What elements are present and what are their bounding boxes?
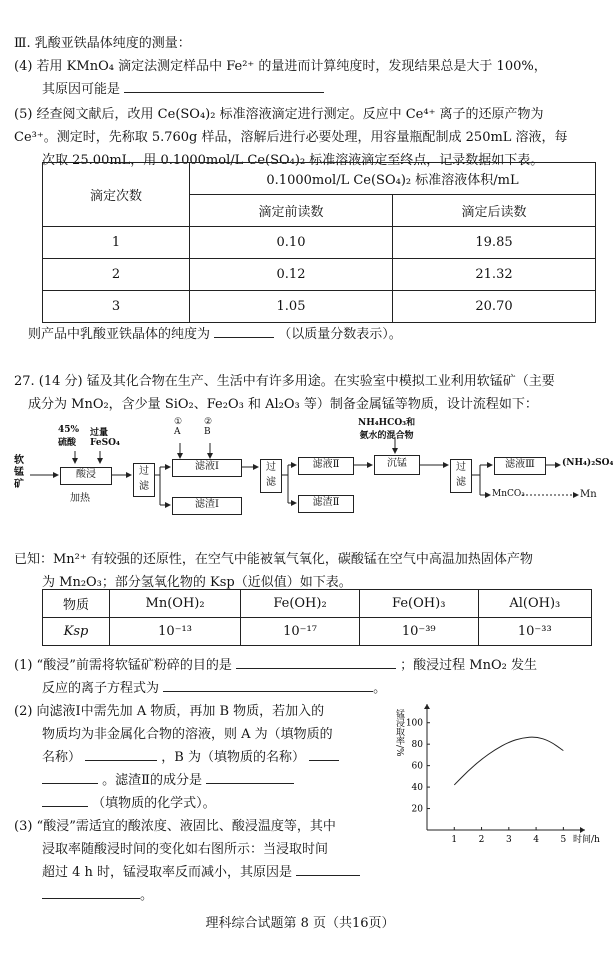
section-heading: Ⅲ. 乳酸亚铁晶体纯度的测量： — [14, 36, 191, 51]
feso4-label: 过量 FeSO₄ — [90, 428, 120, 448]
page-footer: 理科综合试题第 8 页（共16页） — [205, 916, 395, 931]
cell: 0.10 — [190, 227, 393, 259]
reagent-a-label: ① A — [174, 417, 183, 437]
answer-blank[interactable] — [309, 749, 339, 761]
purity-question — [28, 323, 402, 342]
table-row — [43, 227, 596, 259]
x-axis-label: 时间/h — [573, 835, 600, 845]
y-tick-label: 60 — [411, 761, 423, 772]
series-line — [454, 737, 563, 785]
filter-box-3: 过 滤 — [450, 459, 472, 493]
reagent-b-label: ② B — [204, 417, 213, 437]
x-tick-label: 5 — [560, 835, 567, 845]
cell: Fe(OH)₂ — [241, 590, 360, 618]
answer-blank[interactable] — [42, 772, 98, 784]
filter-box-2: 过 滤 — [260, 459, 282, 493]
acid-label: 45% 硫酸 — [58, 425, 80, 448]
question-3-line-1: (3) “酸浸”需适宜的酸浓度、液固比、酸浸温度等，其中 — [14, 819, 336, 834]
acid-leach-box: 酸浸 — [60, 467, 112, 485]
known-text-1: 已知：Mn²⁺ 有较强的还原性，在空气中能被氧气氧化，碳酸锰在空气中高温加热固体产物 — [14, 552, 533, 567]
raw-material-label: 软 锰 矿 — [14, 455, 24, 490]
period: 。 — [140, 888, 154, 903]
purity-suffix: （以质量分数表示）。 — [278, 327, 402, 342]
answer-blank[interactable] — [42, 887, 140, 899]
question-2-line-2: 物质均为非金属化合物的溶液，则 A 为（填物质的 — [42, 727, 333, 742]
question-5-text-3: 次取 25.00mL，用 0.1000mol/L Ce(SO₄)₂ 标准溶液滴定至终点，记录数据如下表。 — [42, 153, 544, 168]
question-2-line-1: (2) 向滤液Ⅰ中需先加 A 物质，再加 B 物质，若加入的 — [14, 704, 325, 719]
question-1-line-2 — [42, 677, 386, 696]
cell: 2 — [43, 259, 190, 291]
filtrate-3-box: 滤液Ⅲ — [494, 457, 546, 475]
x-tick-label: 3 — [505, 835, 512, 845]
cell: 10⁻³⁹ — [359, 618, 478, 646]
question-1-text: (1) “酸浸”前需将软锰矿粉碎的目的是 — [14, 658, 232, 673]
question-2-line-5 — [42, 792, 216, 811]
mnco3-label: MnCO₃ — [492, 489, 525, 499]
cell: 10⁻¹⁷ — [241, 618, 360, 646]
cell: Al(OH)₃ — [478, 590, 591, 618]
question-3-line-4 — [42, 884, 153, 903]
x-tick-label: 2 — [478, 835, 485, 845]
y-tick-label: 40 — [411, 783, 423, 794]
filtrate-2-box: 滤液Ⅱ — [298, 457, 354, 475]
question-1-equation-label: 反应的离子方程式为 — [42, 681, 160, 696]
table-row — [43, 259, 596, 291]
question-5-text-1: (5) 经查阅文献后，改用 Ce(SO₄)₂ 标准溶液滴定进行测定。反应中 Ce⁴⁺ 离子的还原产物为 — [14, 107, 544, 122]
question-2-line-3 — [42, 746, 339, 765]
cell: 10⁻³³ — [478, 618, 591, 646]
question-5-text-2: Ce³⁺。测定时，先称取 5.760g 样品，溶解后进行必要处理，用容量瓶配制成 250mL 溶液，每 — [14, 130, 568, 145]
cell: 19.85 — [393, 227, 596, 259]
y-tick-label: 100 — [405, 718, 423, 729]
question-3-reason-label: 超过 4 h 时，锰浸取率反而减小，其原因是 — [42, 865, 293, 880]
x-tick-label: 1 — [451, 835, 458, 845]
answer-blank[interactable] — [85, 749, 157, 761]
y-tick-label: 80 — [411, 740, 423, 751]
answer-blank[interactable] — [163, 680, 373, 692]
question-4-text: (4) 若用 KMnO₄ 滴定法测定样品中 Fe²⁺ 的量进而计算纯度时，发现结果总是大于 100%， — [14, 59, 547, 74]
question-1-text-cont: ；酸浸过程 MnO₂ 发生 — [400, 658, 537, 673]
question-3-line-2: 浸取率随酸浸时间的变化如右图所示：当浸取时间 — [42, 842, 329, 857]
residue-1-box: 滤渣Ⅰ — [172, 497, 242, 515]
table-header-group: 0.1000mol/L Ce(SO₄)₂ 标准溶液体积/mL — [190, 163, 596, 195]
answer-blank[interactable] — [124, 81, 324, 93]
filter-box-1: 过 滤 — [133, 463, 155, 497]
answer-blank[interactable] — [236, 657, 396, 669]
y-axis-arrow — [424, 704, 430, 709]
period: 。 — [373, 681, 387, 696]
mn-label: Mn — [580, 489, 597, 500]
question-27-intro-1: 27. (14 分) 锰及其化合物在生产、生活中有许多用途。在实验室中模拟工业利用软锰矿（主要 — [14, 374, 555, 389]
question-27-intro-2: 成分为 MnO₂，含少量 SiO₂、Fe₂O₃ 和 Al₂O₃ 等）制备金属锰等物质，设计流程如下： — [28, 397, 538, 412]
cell: Fe(OH)₃ — [359, 590, 478, 618]
cell: 10⁻¹³ — [110, 618, 241, 646]
cell: 1 — [43, 227, 190, 259]
y-tick-label: 20 — [411, 804, 423, 815]
x-tick-label: 4 — [533, 835, 539, 845]
cell: Ksp — [43, 618, 110, 646]
leaching-rate-chart — [394, 695, 600, 865]
residue-2-box: 滤渣Ⅱ — [298, 495, 354, 513]
cell: 21.32 — [393, 259, 596, 291]
cell: Mn(OH)₂ — [110, 590, 241, 618]
question-2-formula-label: （填物质的化学式）。 — [92, 796, 216, 811]
question-4-reason-label: 其原因可能是 — [42, 82, 121, 97]
x-axis-arrow — [580, 827, 585, 833]
precipitation-box: 沉锰 — [374, 455, 420, 475]
answer-blank[interactable] — [42, 795, 88, 807]
cell: 1.05 — [190, 291, 393, 323]
titration-table — [42, 162, 596, 323]
ammonium-sulfate-label: (NH₄)₂SO₄ — [562, 458, 613, 468]
cell: 3 — [43, 291, 190, 323]
filtrate-1-box: 滤液Ⅰ — [172, 459, 242, 477]
question-2-a-label: 名称） — [42, 750, 82, 765]
table-header-count: 滴定次数 — [43, 163, 190, 227]
question-1-line-1 — [14, 654, 537, 673]
table-header-after: 滴定后读数 — [393, 195, 596, 227]
question-4-reason — [42, 78, 324, 97]
cell: 0.12 — [190, 259, 393, 291]
question-2-b-label: ，B 为（填物质的名称） — [161, 750, 305, 765]
heating-label: 加热 — [70, 493, 90, 504]
table-header-before: 滴定前读数 — [190, 195, 393, 227]
known-text-2: 为 Mn₂O₃；部分氢氧化物的 Ksp（近似值）如下表。 — [42, 575, 352, 590]
question-2-line-4 — [42, 769, 294, 788]
purity-prefix: 则产品中乳酸亚铁晶体的纯度为 — [28, 327, 211, 342]
cell: 20.70 — [393, 291, 596, 323]
y-axis-label: 锰浸取率/% — [394, 709, 404, 757]
cell: 物质 — [43, 590, 110, 618]
nh4hco3-label: NH₄HCO₃和 氨水的混合物 — [358, 418, 416, 441]
question-2-residue-label: 。滤渣Ⅱ的成分是 — [102, 773, 202, 788]
question-3-line-3 — [42, 861, 360, 880]
answer-blank[interactable] — [206, 772, 294, 784]
answer-blank[interactable] — [214, 326, 274, 338]
table-row — [43, 291, 596, 323]
process-flow-diagram — [0, 415, 613, 530]
answer-blank[interactable] — [296, 864, 360, 876]
ksp-table — [42, 589, 592, 646]
